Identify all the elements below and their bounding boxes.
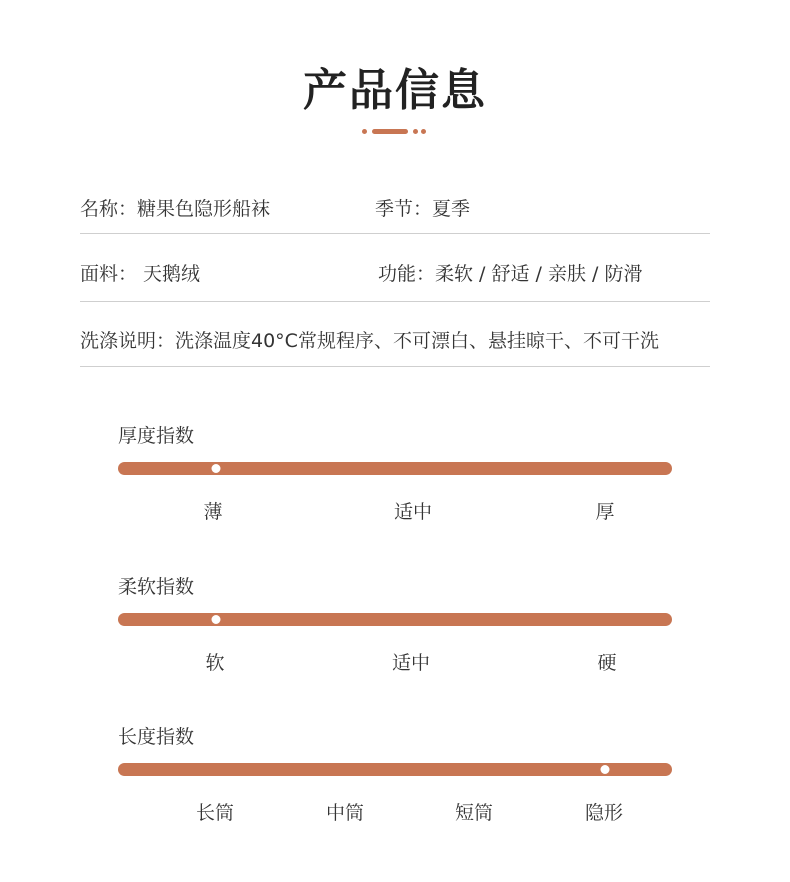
page-title: 产品信息 [303,65,487,116]
length-label-short: 短筒 [454,802,494,824]
product-name: 名称：糖果色隐形船袜 [80,198,271,220]
divider-dot-right-1 [413,129,418,134]
thickness-label-thin: 薄 [203,501,223,523]
info-row-name-season [80,194,710,234]
product-season: 季节：夏季 [375,198,471,220]
thickness-label-medium: 适中 [393,501,433,523]
divider-dot-right-2 [421,129,426,134]
length-label-mid: 中筒 [325,802,365,824]
product-fabric: 面料： 天鹅绒 [80,263,201,285]
length-label-invisible: 隐形 [584,802,624,824]
thickness-scale-marker [211,463,222,474]
length-scale-title: 长度指数 [118,726,195,748]
length-label-long: 长筒 [195,802,235,824]
product-function: 功能：柔软 / 舒适 / 亲肤 / 防滑 [378,263,643,285]
thickness-scale-title: 厚度指数 [118,425,195,447]
divider-bar [372,129,408,134]
length-scale-track [118,763,672,776]
softness-scale-marker [211,614,222,625]
softness-label-hard: 硬 [597,652,617,674]
length-scale-marker [600,764,611,775]
info-row-washing [80,326,710,367]
softness-label-medium: 适中 [391,652,431,674]
thickness-scale-track [118,462,672,475]
thickness-label-thick: 厚 [595,501,615,523]
divider-dot-left [362,129,367,134]
info-row-fabric-function [80,259,710,302]
title-divider-decoration [362,129,428,135]
softness-label-soft: 软 [205,652,225,674]
softness-scale-track [118,613,672,626]
softness-scale-title: 柔软指数 [118,576,195,598]
washing-instructions: 洗涤说明：洗涤温度40°C常规程序、不可漂白、悬挂晾干、不可干洗 [80,330,659,352]
